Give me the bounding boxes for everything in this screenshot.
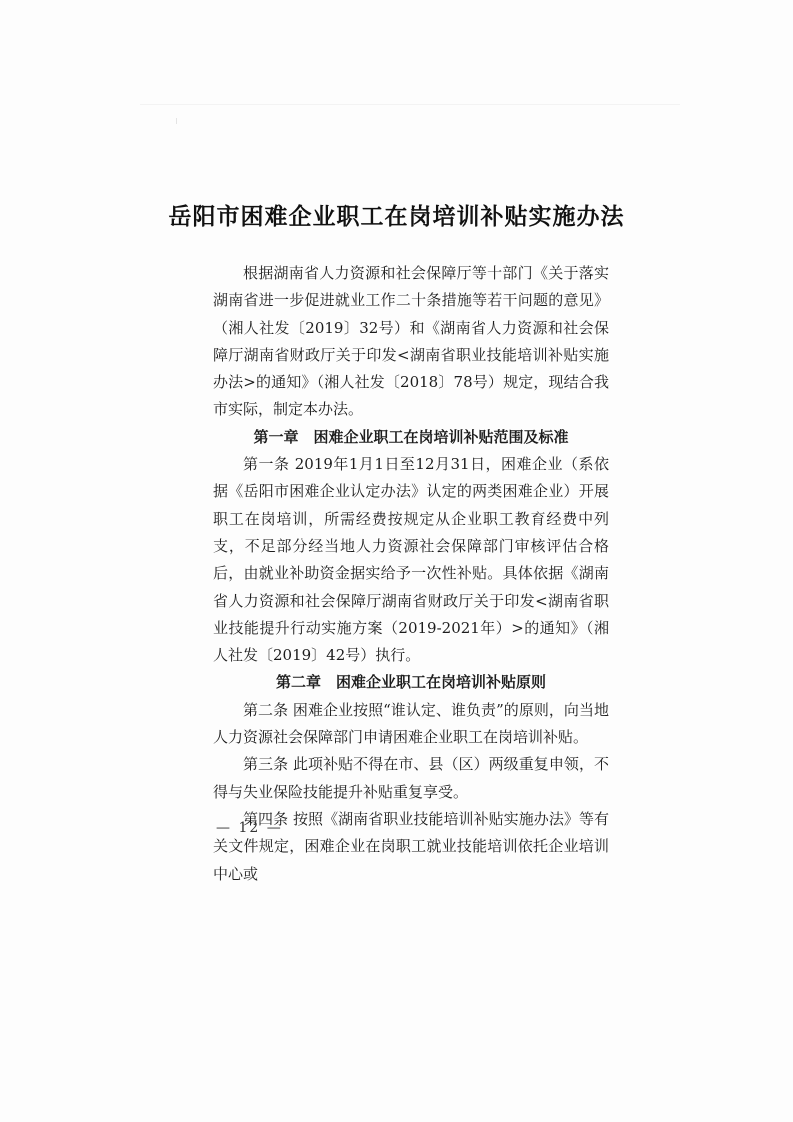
article-2: 第二条 困难企业按照“谁认定、谁负责”的原则，向当地人力资源社会保障部门申请困难企业职工在岗培训补贴。	[213, 700, 609, 747]
article-1: 第一条 2019年1月1日至12月31日，困难企业（系依据《岳阳市困难企业认定办法》认定的两类困难企业）开展职工在岗培训，所需经费按规定从企业职工教育经费中列支，不足部分经当地人力资源社会保障部门审核评估合格后，由就业补助资金据实给予一次性补贴。具体依据《湖南省人力资源和社会保障厅湖南省财政厅关于印发<湖南省职业技能提升行动实施方案（2019-2021年）>的通知》（湘人社发〔2019〕42号）执行。	[213, 455, 609, 665]
article-4: 第四条 按照《湖南省职业技能培训补贴实施办法》等有关文件规定，困难企业在岗职工就业技能培训依托企业培训中心或	[213, 809, 609, 883]
scan-artifact-mark	[176, 118, 177, 124]
article-3: 第三条 此项补贴不得在市、县（区）两级重复申领，不得与失业保险技能提升补贴重复享受。	[213, 755, 609, 801]
scan-artifact-line	[140, 104, 680, 105]
chapter-1-heading: 第一章 困难企业职工在岗培训补贴范围及标准	[253, 427, 569, 446]
document-title: 岳阳市困难企业职工在岗培训补贴实施办法	[168, 203, 625, 230]
chapter-2-heading: 第二章 困难企业职工在岗培训补贴原则	[275, 673, 546, 692]
page-number: — 12 —	[216, 820, 283, 836]
document-body	[213, 260, 609, 888]
intro-paragraph: 根据湖南省人力资源和社会保障厅等十部门《关于落实湖南省进一步促进就业工作二十条措施等若干问题的意见》（湘人社发〔2019〕32号）和《湖南省人力资源和社会保障厅湖南省财政厅关于印发<湖南省职业技能培训补贴实施办法>的通知》（湘人社发〔2018〕78号）规定，现结合我市实际，制定本办法。	[213, 264, 609, 419]
